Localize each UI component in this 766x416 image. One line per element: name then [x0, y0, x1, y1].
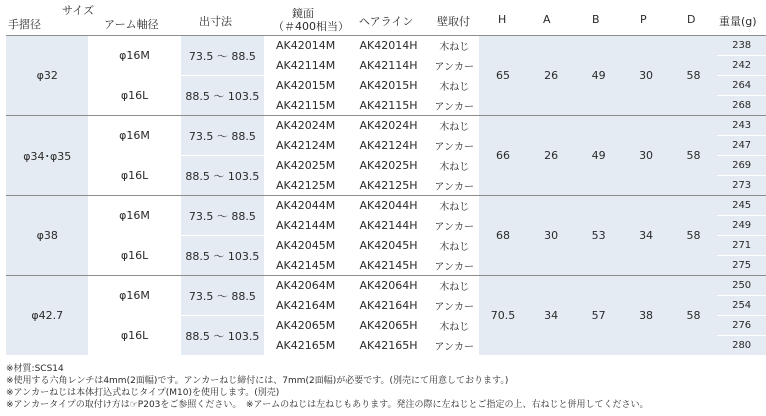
header-size: サイズ — [62, 4, 95, 17]
dim-p-cell: 34 — [622, 196, 669, 276]
header-a: A — [543, 13, 551, 26]
mount-type-cell: アンカー — [430, 176, 479, 196]
mount-type-cell: 木ねじ — [430, 36, 479, 56]
header-mount: 壁取付 — [437, 15, 470, 28]
hairline-part-number: AK42065H — [347, 316, 430, 336]
table-row — [6, 36, 766, 56]
footnotes — [6, 363, 648, 411]
mirror-part-number: AK42065M — [264, 316, 347, 336]
dim-p-cell: 30 — [622, 36, 669, 116]
rail-diameter-cell: φ32 — [6, 36, 88, 116]
header-d: D — [687, 13, 696, 26]
weight-cell: 273 — [717, 176, 766, 196]
mount-type-cell: 木ねじ — [430, 276, 479, 296]
projection-cell: 88.5 ～ 103.5 — [181, 76, 265, 116]
dim-b-cell: 57 — [575, 276, 622, 356]
weight-cell: 269 — [717, 156, 766, 176]
arm-diameter-cell: φ16M — [88, 116, 180, 156]
dim-a-cell: 30 — [527, 196, 574, 276]
mirror-part-number: AK42144M — [264, 216, 347, 236]
weight-cell: 250 — [717, 276, 766, 296]
dim-d-cell: 58 — [670, 276, 717, 356]
projection-cell: 73.5 ～ 88.5 — [181, 276, 265, 316]
mirror-part-number: AK42165M — [264, 336, 347, 356]
dim-p-cell: 30 — [622, 116, 669, 196]
rail-diameter-cell: φ38 — [6, 196, 88, 276]
note-anchor-screw: ※アンカーねじは本体打込式ねじタイプ(M10)を使用します。(別売) — [6, 388, 280, 398]
mirror-part-number: AK42045M — [264, 236, 347, 256]
dim-h-cell: 70.5 — [479, 276, 528, 356]
dim-a-cell: 26 — [527, 36, 574, 116]
weight-cell: 271 — [717, 236, 766, 256]
dim-h-cell: 68 — [479, 196, 528, 276]
mount-type-cell: アンカー — [430, 96, 479, 116]
arm-diameter-cell: φ16L — [88, 76, 180, 116]
mount-type-cell: アンカー — [430, 136, 479, 156]
hairline-part-number: AK42144H — [347, 216, 430, 236]
weight-cell: 254 — [717, 296, 766, 316]
dim-b-cell: 49 — [575, 116, 622, 196]
hairline-part-number: AK42125H — [347, 176, 430, 196]
dim-d-cell: 58 — [670, 196, 717, 276]
weight-cell: 276 — [717, 316, 766, 336]
header-projection: 出寸法 — [199, 15, 232, 28]
header-rail-diameter: 手摺径 — [8, 18, 41, 31]
hairline-part-number: AK42024H — [347, 116, 430, 136]
projection-cell: 88.5 ～ 103.5 — [181, 316, 265, 356]
mirror-part-number: AK42114M — [264, 56, 347, 76]
note-anchor-install: ※アンカータイプの取付け方は☞P203をご参照ください。 ※アームのねじは左ねじもあります。発注の際に左ねじとご指定の上、右ねじと併用してください。 — [6, 400, 649, 410]
arm-diameter-cell: φ16L — [88, 236, 180, 276]
rail-diameter-cell: φ42.7 — [6, 276, 88, 356]
mirror-part-number: AK42115M — [264, 96, 347, 116]
weight-cell: 249 — [717, 216, 766, 236]
mirror-part-number: AK42124M — [264, 136, 347, 156]
header-h: H — [498, 13, 507, 26]
arm-diameter-cell: φ16M — [88, 276, 180, 316]
hairline-part-number: AK42145H — [347, 256, 430, 276]
arm-diameter-cell: φ16L — [88, 316, 180, 356]
hairline-part-number: AK42014H — [347, 36, 430, 56]
weight-cell: 243 — [717, 116, 766, 136]
mount-type-cell: 木ねじ — [430, 156, 479, 176]
table-row — [6, 196, 766, 216]
header-p: P — [640, 13, 647, 26]
mirror-part-number: AK42145M — [264, 256, 347, 276]
note-wrench: ※使用する六角レンチは4mm(2面幅)です。アンカーねじ締付には、7mm(2面幅)が必要です。(別売にて用意しております。) — [6, 376, 509, 386]
mount-type-cell: アンカー — [430, 56, 479, 76]
projection-cell: 73.5 ～ 88.5 — [181, 196, 265, 236]
mirror-part-number: AK42014M — [264, 36, 347, 56]
mirror-part-number: AK42064M — [264, 276, 347, 296]
hairline-part-number: AK42015H — [347, 76, 430, 96]
projection-cell: 88.5 ～ 103.5 — [181, 236, 265, 276]
mirror-part-number: AK42015M — [264, 76, 347, 96]
rail-diameter-cell: φ34･φ35 — [6, 116, 88, 196]
header-mirror-grit: （＃400相当） — [273, 20, 349, 33]
header-arm-diameter: アーム軸径 — [104, 18, 159, 31]
hairline-part-number: AK42044H — [347, 196, 430, 216]
arm-diameter-cell: φ16L — [88, 156, 180, 196]
header-hairline: ヘアライン — [359, 15, 414, 28]
hairline-part-number: AK42045H — [347, 236, 430, 256]
dim-h-cell: 66 — [479, 116, 528, 196]
hairline-part-number: AK42164H — [347, 296, 430, 316]
header-mirror: 鏡面 — [292, 7, 314, 20]
weight-cell: 264 — [717, 76, 766, 96]
projection-cell: 88.5 ～ 103.5 — [181, 156, 265, 196]
dim-b-cell: 53 — [575, 196, 622, 276]
mount-type-cell: 木ねじ — [430, 316, 479, 336]
hairline-part-number: AK42115H — [347, 96, 430, 116]
spec-table — [6, 35, 766, 355]
hairline-part-number: AK42124H — [347, 136, 430, 156]
weight-cell: 247 — [717, 136, 766, 156]
hairline-part-number: AK42114H — [347, 56, 430, 76]
dim-p-cell: 38 — [622, 276, 669, 356]
weight-cell: 238 — [717, 36, 766, 56]
note-material: ※材質:SCS14 — [6, 364, 64, 374]
mirror-part-number: AK42024M — [264, 116, 347, 136]
arm-diameter-cell: φ16M — [88, 196, 180, 236]
dim-d-cell: 58 — [670, 116, 717, 196]
mount-type-cell: 木ねじ — [430, 76, 479, 96]
mount-type-cell: アンカー — [430, 256, 479, 276]
mirror-part-number: AK42025M — [264, 156, 347, 176]
hairline-part-number: AK42025H — [347, 156, 430, 176]
mount-type-cell: アンカー — [430, 296, 479, 316]
weight-cell: 242 — [717, 56, 766, 76]
dim-a-cell: 26 — [527, 116, 574, 196]
projection-cell: 73.5 ～ 88.5 — [181, 116, 265, 156]
weight-cell: 280 — [717, 336, 766, 356]
mirror-part-number: AK42164M — [264, 296, 347, 316]
mirror-part-number: AK42044M — [264, 196, 347, 216]
mirror-part-number: AK42125M — [264, 176, 347, 196]
weight-cell: 275 — [717, 256, 766, 276]
dim-a-cell: 34 — [527, 276, 574, 356]
dim-h-cell: 65 — [479, 36, 528, 116]
mount-type-cell: 木ねじ — [430, 116, 479, 136]
weight-cell: 245 — [717, 196, 766, 216]
table-row — [6, 276, 766, 296]
table-row — [6, 116, 766, 136]
arm-diameter-cell: φ16M — [88, 36, 180, 76]
mount-type-cell: 木ねじ — [430, 236, 479, 256]
mount-type-cell: アンカー — [430, 336, 479, 356]
hairline-part-number: AK42165H — [347, 336, 430, 356]
dim-b-cell: 49 — [575, 36, 622, 116]
dim-d-cell: 58 — [670, 36, 717, 116]
mount-type-cell: アンカー — [430, 216, 479, 236]
hairline-part-number: AK42064H — [347, 276, 430, 296]
projection-cell: 73.5 ～ 88.5 — [181, 36, 265, 76]
mount-type-cell: 木ねじ — [430, 196, 479, 216]
weight-cell: 268 — [717, 96, 766, 116]
header-b: B — [592, 13, 600, 26]
header-weight: 重量(g) — [719, 15, 757, 28]
